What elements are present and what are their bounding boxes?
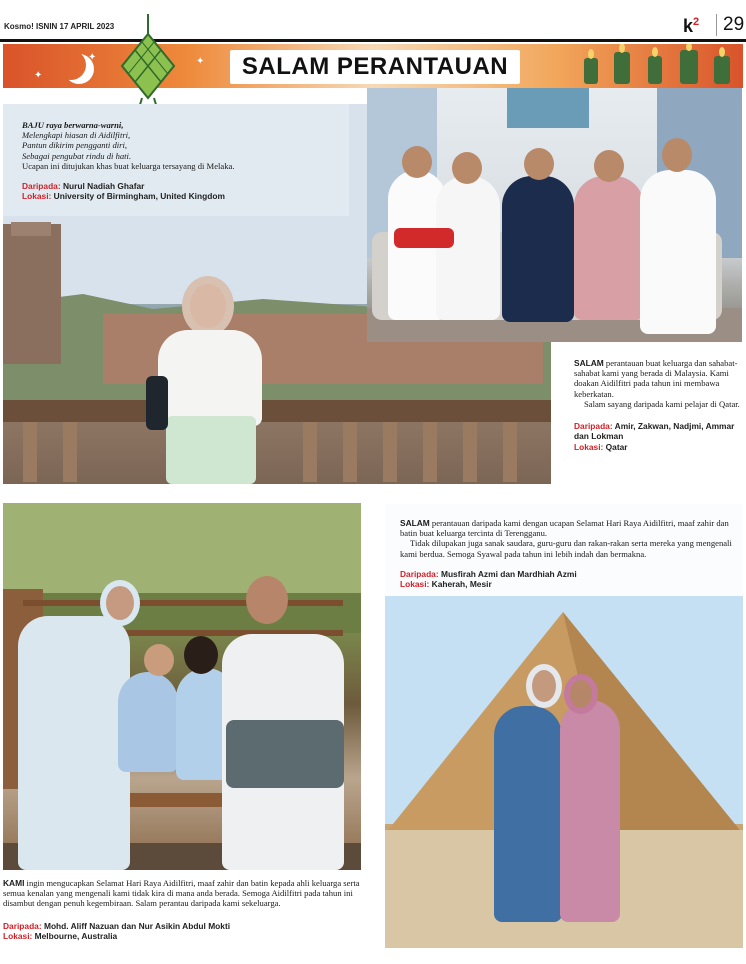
pantun-line: Pantun dikirim pengganti diri, bbox=[22, 140, 128, 151]
brand-logo bbox=[683, 16, 699, 37]
star-icon: ✦ bbox=[196, 56, 205, 67]
masthead bbox=[0, 0, 746, 42]
head bbox=[452, 152, 482, 184]
head bbox=[524, 148, 554, 180]
woman-pink-hijab bbox=[560, 700, 620, 922]
red-cushion bbox=[394, 228, 454, 248]
man-white-jubah bbox=[436, 176, 500, 320]
woman-blue-dress bbox=[494, 706, 562, 922]
hijab-head bbox=[526, 664, 562, 708]
publication-dateline: Kosmo! ISNIN 17 APRIL 2023 bbox=[4, 22, 115, 31]
page-number: 29 bbox=[716, 14, 744, 36]
sender-line: Daripada: Nurul Nadiah Ghafar bbox=[22, 181, 145, 192]
story-2-caption bbox=[574, 358, 742, 452]
white-blouse bbox=[158, 330, 262, 426]
crescent-moon-icon bbox=[56, 50, 86, 80]
hijab-head bbox=[182, 276, 234, 336]
section-title: SALAM PERANTAUAN bbox=[230, 50, 520, 84]
woman-figure bbox=[152, 266, 264, 484]
pantun-line: Sebagai pengubat rindu di hati. bbox=[22, 150, 132, 161]
hijab-head bbox=[564, 674, 598, 714]
location-line: Lokasi: Kaherah, Mesir bbox=[400, 579, 492, 590]
sender-line: Daripada: Mohd. Aliff Nazuan dan Nur Asikin Abdul Mokti bbox=[3, 920, 231, 931]
head bbox=[594, 150, 624, 182]
child-head bbox=[184, 636, 218, 674]
oil-lamps-decoration bbox=[572, 44, 742, 88]
man-navy-jubah bbox=[502, 176, 574, 322]
head bbox=[246, 576, 288, 624]
dedication-line: Ucapan ini ditujukan khas buat keluarga tersayang di Melaka. bbox=[22, 160, 235, 171]
star-icon: ✦ bbox=[88, 52, 97, 63]
woman-light-blue-hijab bbox=[18, 616, 130, 870]
story-4-body2: Tidak dilupakan juga sanak saudara, guru-guru dan rakan-rakan serta mereka yang mengenali kami berdua. Semoga Syawal pada tahun ini lebih indah dan bermakna. bbox=[400, 538, 732, 559]
story-2-body: SALAM perantauan buat keluarga dan sahabat-sahabat kami yang berada di Malaysia. Kami doakan Aidilfitri pada tahun ini membawa keberkatan. bbox=[574, 358, 738, 399]
brand-letter: k bbox=[683, 16, 694, 36]
child-head bbox=[144, 644, 174, 676]
story-4-text bbox=[400, 518, 736, 590]
story-2-body2: Salam sayang daripada kami pelajar di Qatar. bbox=[584, 398, 740, 409]
star-icon: ✦ bbox=[34, 70, 43, 81]
man-pink-baju-melayu bbox=[574, 176, 644, 320]
songket-samping bbox=[226, 720, 344, 788]
head bbox=[662, 138, 692, 172]
sender-line: Daripada: Amir, Zakwan, Nadjmi, Ammar dan Lokman bbox=[574, 421, 735, 442]
pantun-line: Melengkapi hiasan di Aidilfitri, bbox=[22, 130, 131, 141]
story-3-body: KAMI ingin mengucapkan Selamat Hari Raya Aidilfitri, maaf zahir dan batin kepada ahli keluarga serta semua kenalan yang mengenali kami tidak kira di mana anda berada. Semoga Aidilfitri pada tahun ini disambut dengan penuh kegembiraan. Salam perantau daripada kami sekeluarga. bbox=[3, 878, 360, 909]
child-blue-outfit bbox=[118, 672, 178, 772]
sender-line: Daripada: Musfirah Azmi dan Mardhiah Azmi bbox=[400, 568, 577, 579]
pantun-line: BAJU raya berwarna-warni, bbox=[22, 120, 124, 130]
backpack bbox=[146, 376, 168, 430]
story-4-body: SALAM perantauan daripada kami dengan ucapan Selamat Hari Raya Aidilfitri, maaf zahir dan batin buat keluarga tercinta di Terengganu. bbox=[400, 518, 729, 539]
location-line: Lokasi: Melbourne, Australia bbox=[3, 931, 118, 942]
head bbox=[402, 146, 432, 178]
story-3-caption bbox=[3, 878, 361, 941]
hijab-head bbox=[100, 580, 140, 626]
man-white-jubah bbox=[640, 170, 716, 334]
location-line: Lokasi: University of Birmingham, United Kingdom bbox=[22, 191, 225, 202]
location-line: Lokasi: Qatar bbox=[574, 441, 628, 452]
green-skirt bbox=[166, 416, 256, 484]
ketupat-icon bbox=[118, 14, 178, 118]
brand-superscript: 2 bbox=[693, 16, 700, 28]
story-1-text bbox=[22, 120, 322, 202]
